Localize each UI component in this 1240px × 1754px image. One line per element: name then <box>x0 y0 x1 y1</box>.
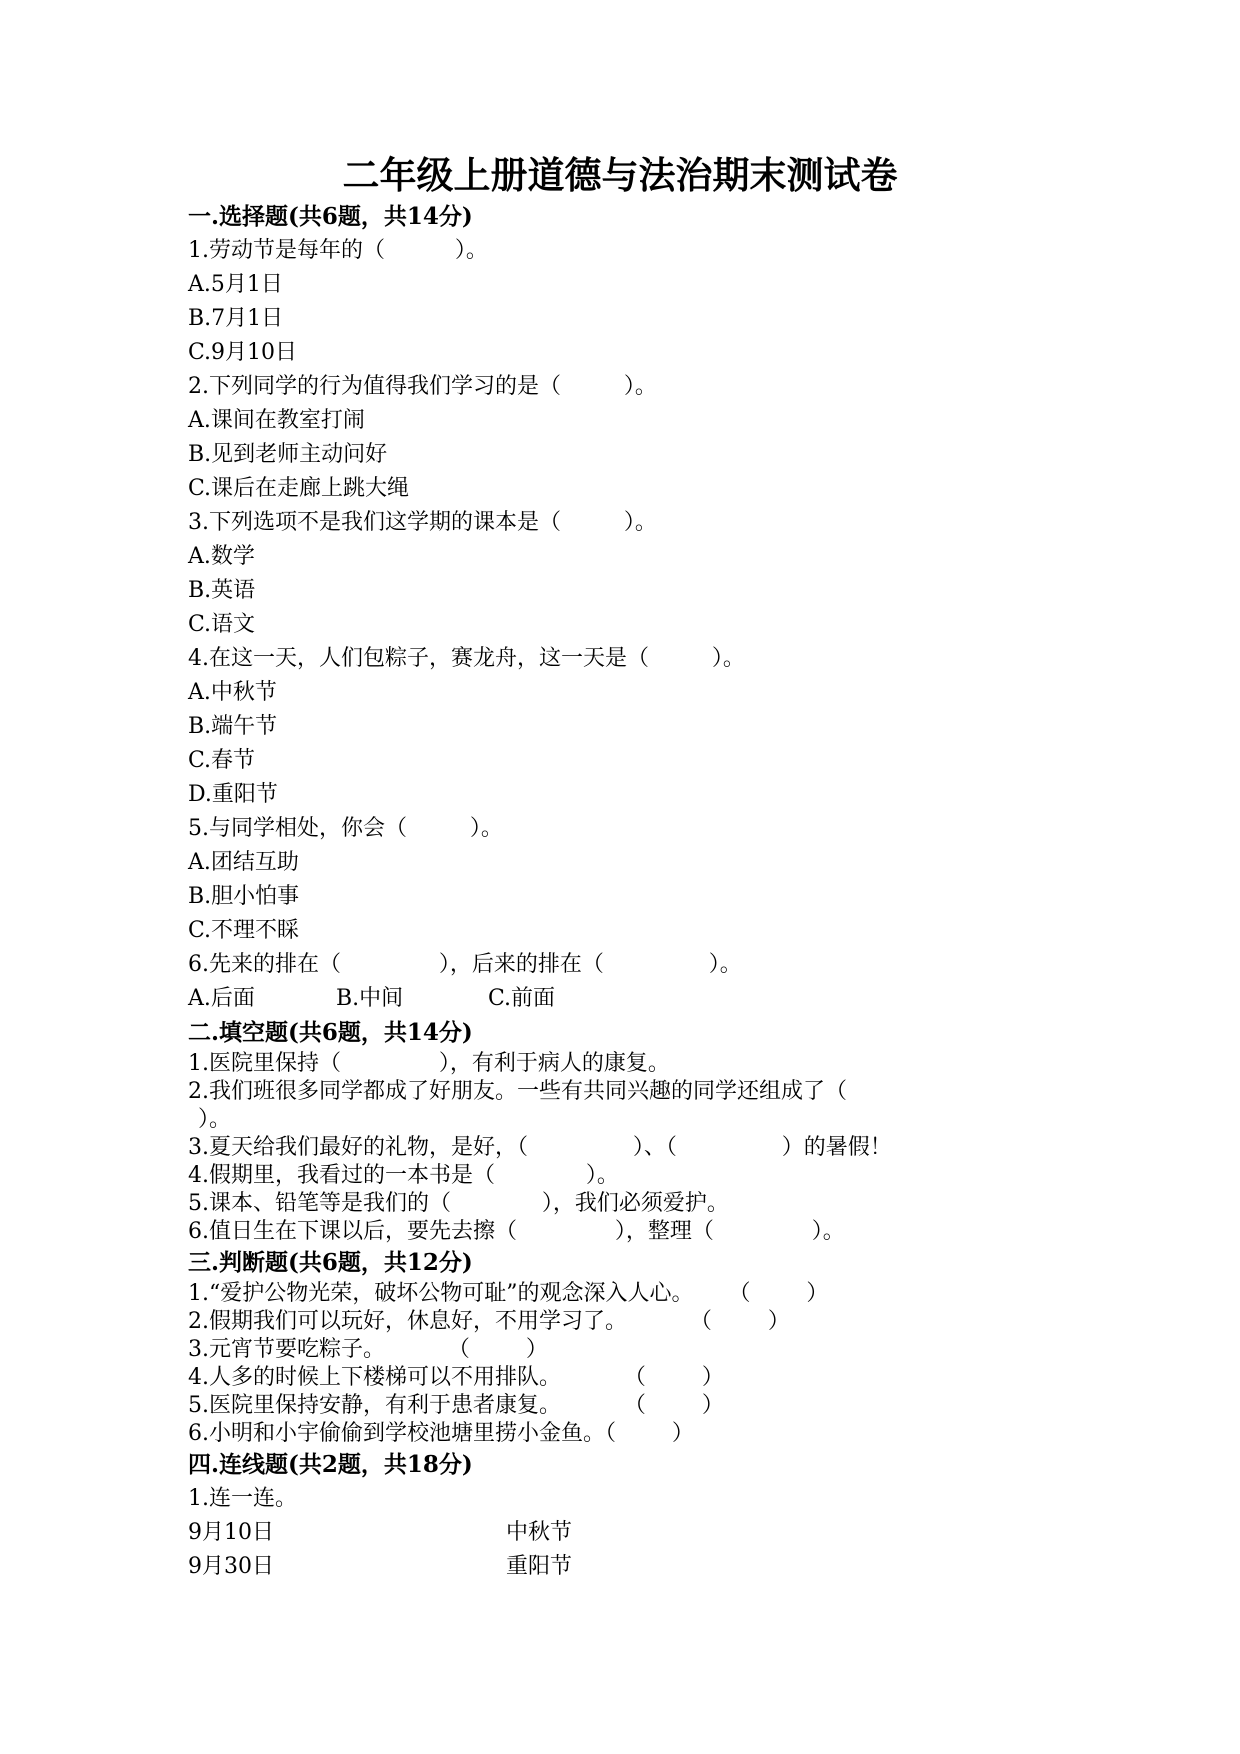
match-right-item: 中秋节 <box>506 1520 573 1545</box>
question: 6.先来的排在（ ），后来的排在（ ）。 <box>188 952 742 977</box>
question: 4.假期里，我看过的一本书是（ ）。 <box>188 1163 619 1188</box>
option: C.不理不睬 <box>188 918 300 943</box>
option: B.胆小怕事 <box>188 884 300 909</box>
section-heading: 二.填空题(共6题，共14分) <box>188 1019 473 1046</box>
section-matching <box>188 1448 1088 1584</box>
option: A.5月1日 <box>188 272 283 297</box>
question: 1.劳动节是每年的（ ）。 <box>188 238 488 263</box>
option: B.端午节 <box>188 714 278 739</box>
option: B.7月1日 <box>188 306 284 331</box>
match-row <box>188 1550 1088 1584</box>
question: 2.我们班很多同学都成了好朋友。一些有共同兴趣的同学还组成了（ <box>188 1079 847 1104</box>
option: A.中秋节 <box>188 680 277 705</box>
question: 6.小明和小宇偷偷到学校池塘里捞小金鱼。（ ） <box>188 1421 694 1446</box>
question: 2.假期我们可以玩好，休息好，不用学习了。 （ ） <box>188 1309 790 1334</box>
option: D.重阳节 <box>188 782 278 807</box>
section-fill-blank <box>188 1016 1088 1246</box>
question: 4.人多的时候上下楼梯可以不用排队。 （ ） <box>188 1365 724 1390</box>
question: 4.在这一天，人们包粽子，赛龙舟，这一天是（ ）。 <box>188 646 745 671</box>
question: 2.下列同学的行为值得我们学习的是（ ）。 <box>188 374 657 399</box>
match-left-item: 9月10日 <box>188 1520 274 1545</box>
page-title: 二年级上册道德与法治期末测试卷 <box>342 153 898 197</box>
match-right-item: 重阳节 <box>506 1554 573 1579</box>
option: C.课后在走廊上跳大绳 <box>188 476 410 501</box>
option: A.课间在教室打闹 <box>188 408 365 433</box>
match-left-item: 9月30日 <box>188 1554 274 1579</box>
question: 1.连一连。 <box>188 1486 297 1511</box>
section-true-false <box>188 1246 1088 1448</box>
question: 1.医院里保持（ ），有利于病人的康复。 <box>188 1051 670 1076</box>
section-heading: 一.选择题(共6题，共14分) <box>188 203 473 230</box>
option: C.春节 <box>188 748 256 773</box>
question: 3.夏天给我们最好的礼物，是好，（ ）、（ ）的暑假！ <box>188 1135 892 1160</box>
option: C.9月10日 <box>188 340 298 365</box>
exam-content <box>188 200 1088 1584</box>
section-heading: 三.判断题(共6题，共12分) <box>188 1249 473 1276</box>
section-choice <box>188 200 1088 1016</box>
option: A.数学 <box>188 544 255 569</box>
match-row <box>188 1516 1088 1550</box>
question: 5.课本、铅笔等是我们的（ ），我们必须爱护。 <box>188 1191 729 1216</box>
option: B.中间 <box>336 986 404 1011</box>
option: B.英语 <box>188 578 256 603</box>
question: 5.与同学相处，你会（ ）。 <box>188 816 503 841</box>
question: 3.下列选项不是我们这学期的课本是（ ）。 <box>188 510 657 535</box>
question: 3.元宵节要吃粽子。 （ ） <box>188 1337 548 1362</box>
inline-options <box>188 982 1088 1016</box>
option: B.见到老师主动问好 <box>188 442 388 467</box>
option: C.前面 <box>488 986 556 1011</box>
option: A.后面 <box>188 986 255 1011</box>
option: A.团结互助 <box>188 850 299 875</box>
question: 6.值日生在下课以后，要先去擦（ ），整理（ ）。 <box>188 1219 845 1244</box>
option: C.语文 <box>188 612 256 637</box>
question-continuation: ）。 <box>198 1107 232 1132</box>
question: 1.“爱护公物光荣，破坏公物可耻”的观念深入人心。 （ ） <box>188 1281 829 1306</box>
question: 5.医院里保持安静，有利于患者康复。 （ ） <box>188 1393 724 1418</box>
section-heading: 四.连线题(共2题，共18分) <box>188 1451 473 1478</box>
